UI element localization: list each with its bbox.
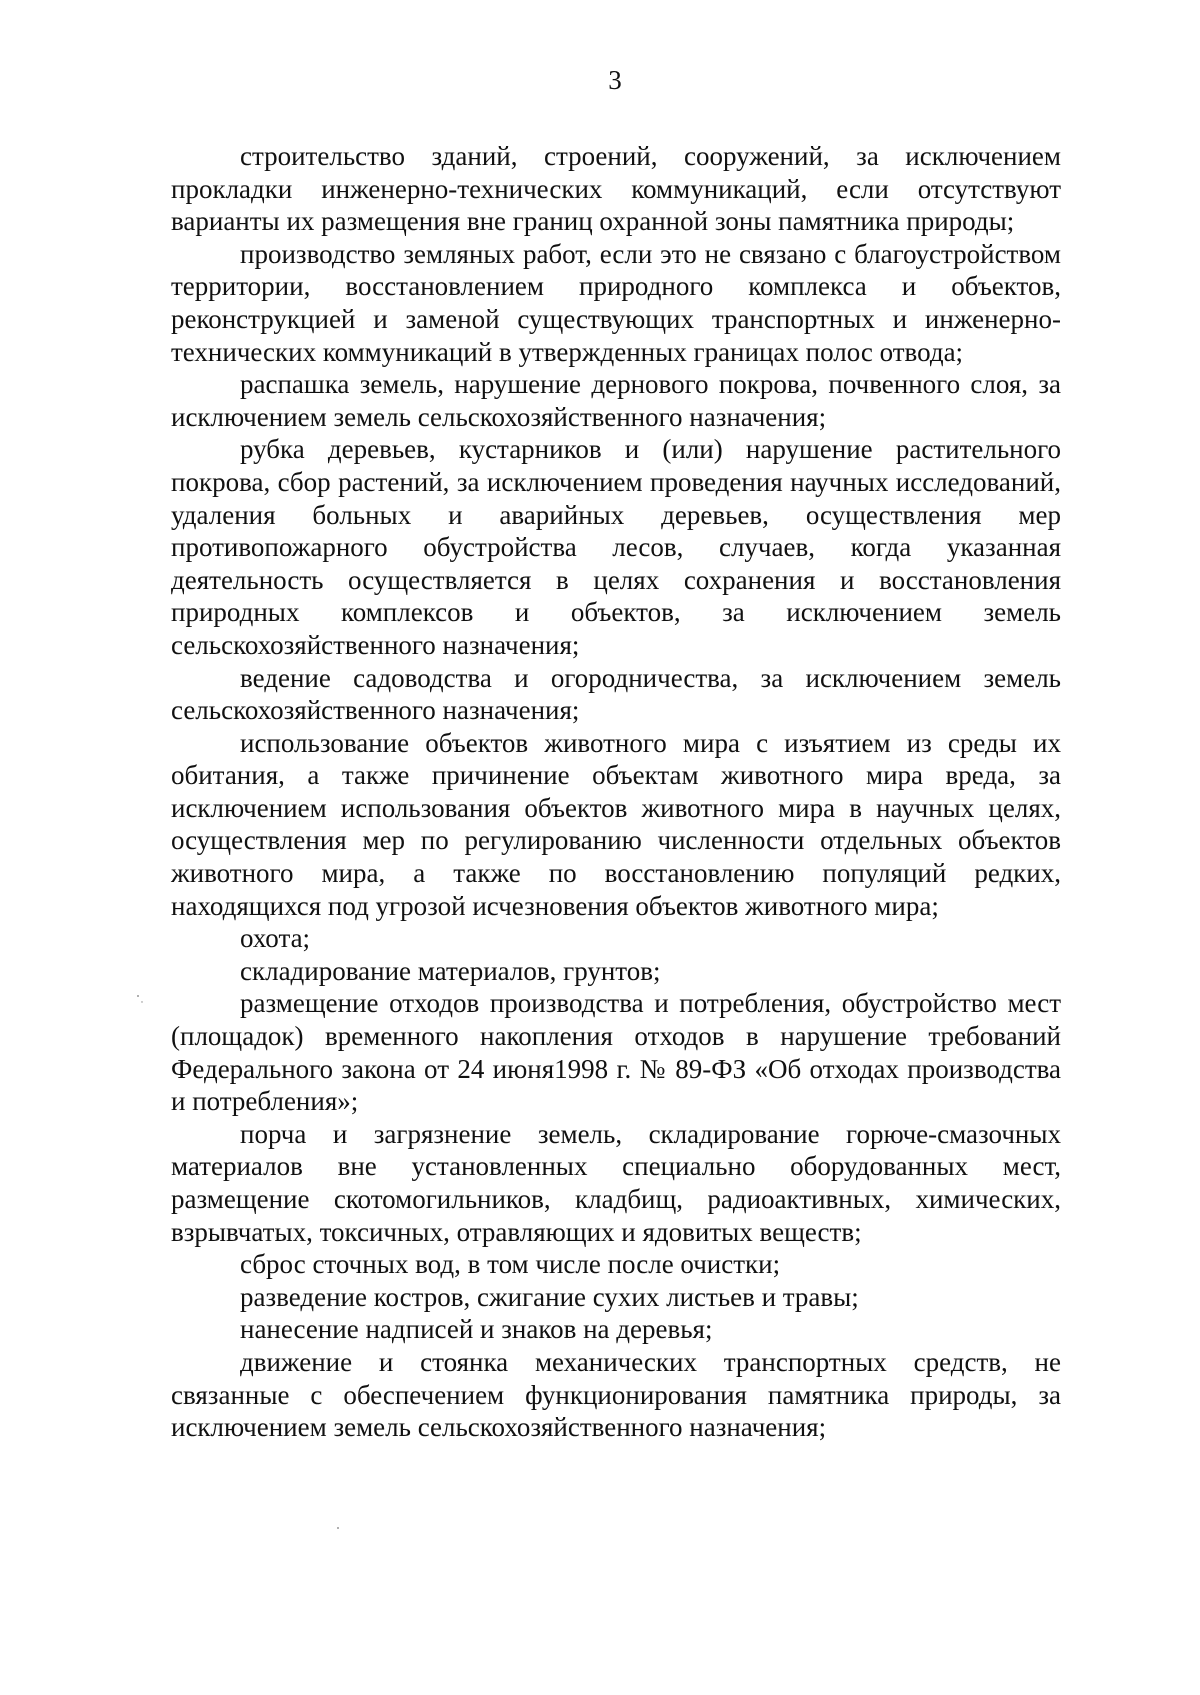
paragraph-tree-marks: нанесение надписей и знаков на деревья;	[240, 1314, 713, 1345]
paragraph-gardening: ведение садоводства и огородничества, за исключением земель сельскохозяйственного назначения;	[171, 662, 1061, 726]
paragraph-fires: разведение костров, сжигание сухих листьев и травы;	[240, 1281, 859, 1312]
paragraph-storage: складирование материалов, грунтов;	[240, 955, 661, 986]
paragraph-wildlife-use: использование объектов животного мира с изъятием из среды их обитания, а также причинение объектам животного мира вреда, за исключением использования объектов животного мира в научных целях, осуществления мер по регулированию численности отдельных объектов животного мира, а также по восстановлению популяций редких, находящихся под угрозой исчезновения объектов животного мира;	[171, 727, 1061, 921]
paragraph-waste-placement: размещение отходов производства и потребления, обустройство мест (площадок) временного накопления отходов в нарушение требований Федерального закона от 24 июня1998 г. № 89-ФЗ «Об отходах производства и потребления»;	[171, 988, 1061, 1117]
document-body	[171, 140, 1061, 1444]
paragraph-earthworks: производство земляных работ, если это не связано с благоустройством территории, восстановлением природного комплекса и объектов, реконструкцией и заменой существующих транспортных и инженерно-технических коммуникаций в утвержденных границах полос отвода;	[171, 238, 1061, 367]
paragraph-hunting: охота;	[240, 923, 311, 954]
page-number: 3	[608, 65, 622, 95]
paragraph-land-pollution: порча и загрязнение земель, складирование горюче-смазочных материалов вне установленных специально оборудованных мест, размещение скотомогильников, кладбищ, радиоактивных, химических, взрывчатых, токсичных, отравляющих и ядовитых веществ;	[171, 1118, 1061, 1247]
paragraph-plowing: распашка земель, нарушение дернового покрова, почвенного слоя, за исключением земель сельскохозяйственного назначения;	[171, 369, 1061, 432]
paragraph-tree-felling: рубка деревьев, кустарников и (или) нарушение растительного покрова, сбор растений, за исключением проведения научных исследований, удаления больных и аварийных деревьев, осуществления мер противопожарного обустройства лесов, случаев, когда указанная деятельность осуществляется в целях сохранения и восстановления природных комплексов и объектов, за исключением земель сельскохозяйственного назначения;	[171, 434, 1061, 660]
paragraph-vehicles: движение и стоянка механических транспортных средств, не связанные с обеспечением функционирования памятника природы, за исключением земель сельскохозяйственного назначения;	[171, 1346, 1061, 1443]
paragraph-wastewater: сброс сточных вод, в том числе после очистки;	[240, 1249, 781, 1280]
paragraph-construction: строительство зданий, строений, сооружений, за исключением прокладки инженерно-технических коммуникаций, если отсутствуют варианты их размещения вне границ охранной зоны памятника природы;	[171, 141, 1061, 237]
